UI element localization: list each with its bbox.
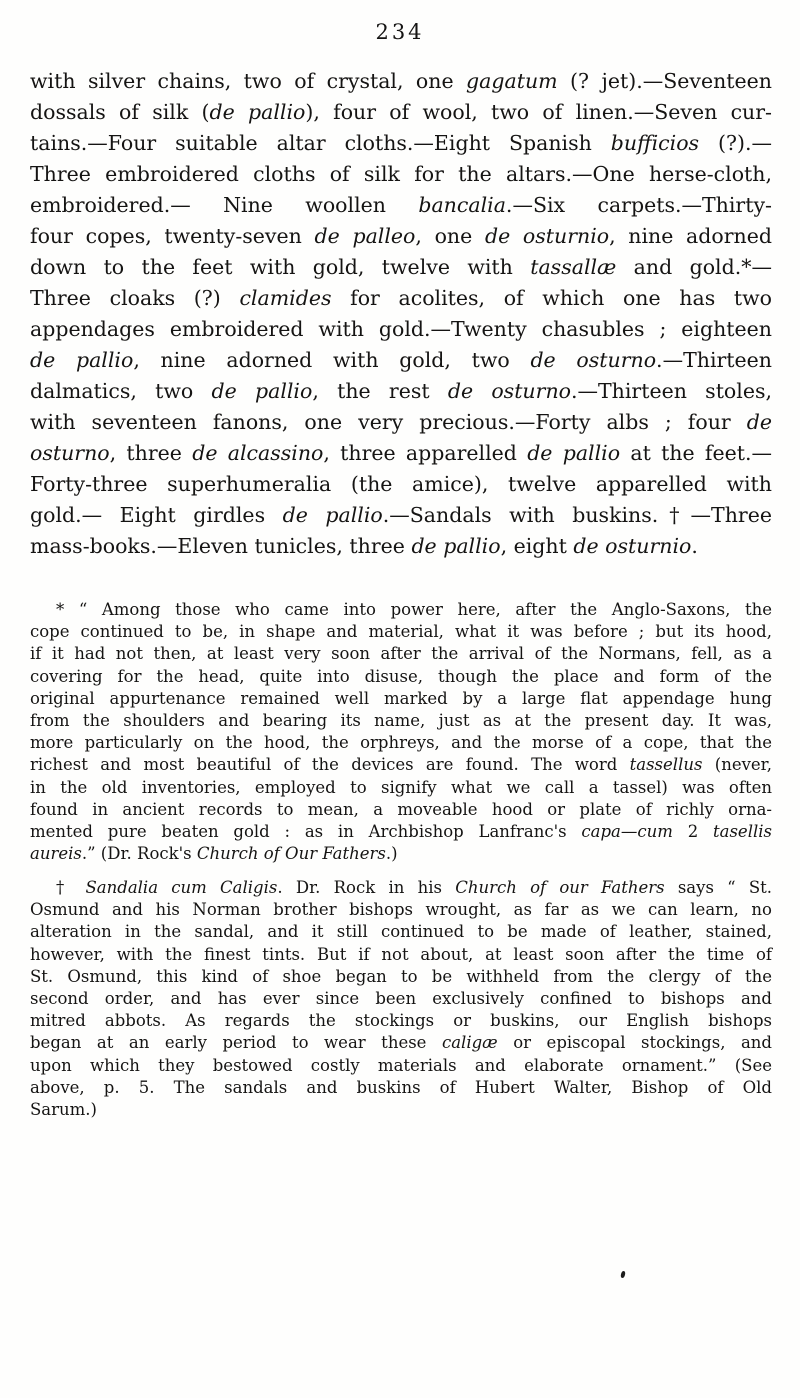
text-line: down to the feet with gold, twelve with tassallæ and gold.*— — [30, 255, 772, 279]
text-line: † Sandalia cum Caligis. Dr. Rock in his Church of our Fathers says “ St. — [56, 878, 772, 897]
text-line: however, with the finest tints. But if not about, at least soon after the time of — [30, 944, 772, 964]
footnote-asterisk — [30, 599, 772, 865]
text-line: embroidered.— Nine woollen bancalia.—Six carpets.—Thirty- — [30, 193, 772, 217]
text-line: more particularly on the hood, the orphreys, and the morse of a cope, that the — [30, 733, 772, 753]
text-line: osturno, three de alcassino, three apparelled de pallio at the feet.— — [30, 441, 773, 465]
text-line: above, p. 5. The sandals and buskins of Hubert Walter, Bishop of Old — [30, 1077, 772, 1097]
text-line: tains.—Four suitable altar cloths.—Eight Spanish bufficios (?).— — [30, 131, 772, 155]
text-line: dossals of silk (de pallio), four of wool, two of linen.—Seven cur- — [30, 100, 772, 124]
text-line: with silver chains, two of crystal, one gagatum (? jet).—Seventeen — [30, 69, 773, 93]
text-line: second order, and has ever since been exclusively confined to bishops and — [30, 989, 772, 1009]
text-line: found in ancient records to mean, a moveable hood or plate of richly orna- — [30, 799, 772, 819]
text-line: in the old inventories, employed to signify what we call a tassel) was often — [30, 777, 772, 797]
text-line: Three embroidered cloths of silk for the altars.—One herse-cloth, — [30, 162, 772, 186]
text-line: appendages embroidered with gold.—Twenty chasubles ; eighteen — [30, 317, 772, 341]
text-line: mitred abbots. As regards the stockings or buskins, our English bishops — [30, 1011, 772, 1031]
text-line: if it had not then, at least very soon after the arrival of the Normans, fell, as a — [30, 644, 772, 664]
text-line: began at an early period to wear these caligæ or episcopal stockings, and — [30, 1033, 772, 1053]
text-line: aureis.” (Dr. Rock's Church of Our Fathers.) — [30, 844, 398, 864]
text-line: gold.— Eight girdles de pallio.—Sandals with buskins.†—Three — [30, 503, 772, 527]
text-line: Forty-three superhumeralia (the amice), twelve apparelled with — [30, 472, 772, 496]
text-line: original appurtenance remained well marked by a large flat appendage hung — [30, 688, 772, 708]
text-line: de pallio, nine adorned with gold, two de osturno.—Thirteen — [30, 348, 772, 372]
text-line: mass-books.—Eleven tunicles, three de pallio, eight de osturnio. — [30, 534, 698, 558]
ink-speck — [620, 1271, 626, 1279]
text-line: upon which they bestowed costly materials and elaborate ornament.” (See — [30, 1055, 772, 1075]
text-line: alteration in the sandal, and it still continued to be made of leather, stained, — [30, 922, 772, 942]
text-line: Osmund and his Norman brother bishops wrought, as far as we can learn, no — [30, 900, 772, 920]
text-line: Sarum.) — [30, 1100, 97, 1120]
text-line: mented pure beaten gold : as in Archbishop Lanfranc's capa—cum 2 tasellis — [30, 822, 772, 842]
text-line: * “ Among those who came into power here, after the Anglo-Saxons, the — [56, 600, 772, 619]
text-line: four copes, twenty-seven de palleo, one de osturnio, nine adorned — [30, 224, 773, 248]
text-line: Three cloaks (?) clamides for acolites, of which one has two — [30, 286, 772, 310]
page-number: 234 — [375, 20, 425, 44]
text-line: from the shoulders and bearing its name, just as at the present day. It was, — [30, 711, 772, 731]
text-line: cope continued to be, in shape and material, what it was before ; but its hood, — [30, 622, 772, 642]
text-line: covering for the head, quite into disuse, though the place and form of the — [30, 666, 772, 686]
body-text — [30, 66, 772, 562]
text-line: with seventeen fanons, one very precious.—Forty albs ; four de — [30, 410, 772, 434]
footnote-dagger — [30, 877, 772, 1121]
text-line: richest and most beautiful of the devices are found. The word tassellus (never, — [30, 755, 772, 775]
text-line: dalmatics, two de pallio, the rest de osturno.—Thirteen stoles, — [30, 379, 772, 403]
text-line: St. Osmund, this kind of shoe began to be withheld from the clergy of the — [30, 966, 772, 986]
